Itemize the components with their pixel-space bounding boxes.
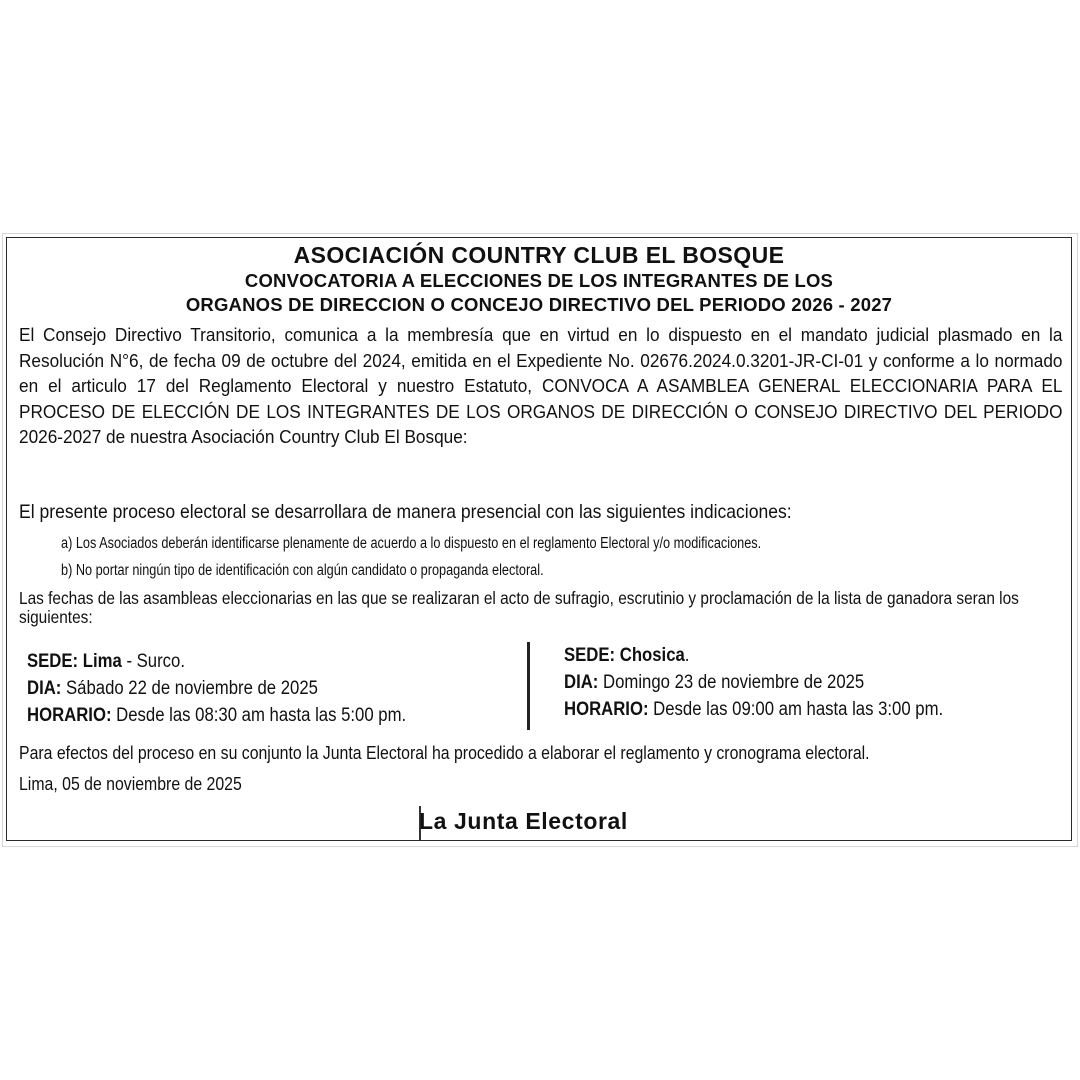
venue-divider [527,642,530,730]
footer-note: Para efectos del proceso en su conjunto la Junta Electoral ha procedido a elaborar el reglamento y cronograma electoral. [19,743,870,763]
association-title: ASOCIACIÓN COUNTRY CLUB EL BOSQUE [293,242,785,268]
convocation-paragraph: El Consejo Directivo Transitorio, comunica a la membresía que en virtud en lo dispuesto en el mandato judicial plasmado en la Resolución N°6, de fecha 09 de octubre del 2024, emitida en el Expediente No. 02676.2024.0.3201-JR-CI-01 y conforme a lo normado en el articulo 17 del Reglamento Electoral y nuestro Estatuto, CONVOCA A ASAMBLEA GENERAL ELECCIONARIA PARA EL PROCESO DE ELECCIÓN DE LOS INTEGRANTES DE LOS ORGANOS DE DIRECCIÓN O CONSEJO DIRECTIVO DEL PERIODO 2026-2027 de nuestra Asociación Country Club El Bosque: [19,324,1063,447]
venue-chosica-sede: SEDE: Chosica. [564,645,690,666]
venue-chosica-dia: DIA: Domingo 23 de noviembre de 2025 [564,672,865,693]
instruction-item-b: b) No portar ningún tipo de identificación con algún candidato o propaganda electoral. [61,562,544,579]
venue-chosica-horario: HORARIO: Desde las 09:00 am hasta las 3:00 pm. [564,699,944,720]
notice-subtitle-line1: CONVOCATORIA A ELECCIONES DE LOS INTEGRANTES DE LOS [244,270,834,291]
venue-lima-dia: DIA: Sábado 22 de noviembre de 2025 [27,678,318,699]
notice-subtitle-line2: ORGANOS DE DIRECCION O CONCEJO DIRECTIVO DEL PERIODO 2026 - 2027 [185,294,893,315]
venue-lima-sede: SEDE: Lima - Surco. [27,651,185,672]
venue-chosica [564,642,943,723]
process-intro: El presente proceso electoral se desarrollara de manera presencial con las siguientes indicaciones: [19,501,792,523]
venue-lima-horario: HORARIO: Desde las 08:30 am hasta las 5:00 pm. [27,705,407,726]
instruction-item-a: a) Los Asociados deberán identificarse plenamente de acuerdo a lo dispuesto en el reglamento Electoral y/o modificaciones. [61,535,762,552]
venue-lima [27,648,406,729]
signature: La Junta Electoral [419,808,628,834]
election-notice [6,237,1072,841]
place-and-date: Lima, 05 de noviembre de 2025 [19,774,242,794]
dates-intro: Las fechas de las asambleas eleccionarias en las que se realizaran el acto de sufragio, escrutinio y proclamación de la lista de ganadora seran los siguientes: [19,588,1019,627]
